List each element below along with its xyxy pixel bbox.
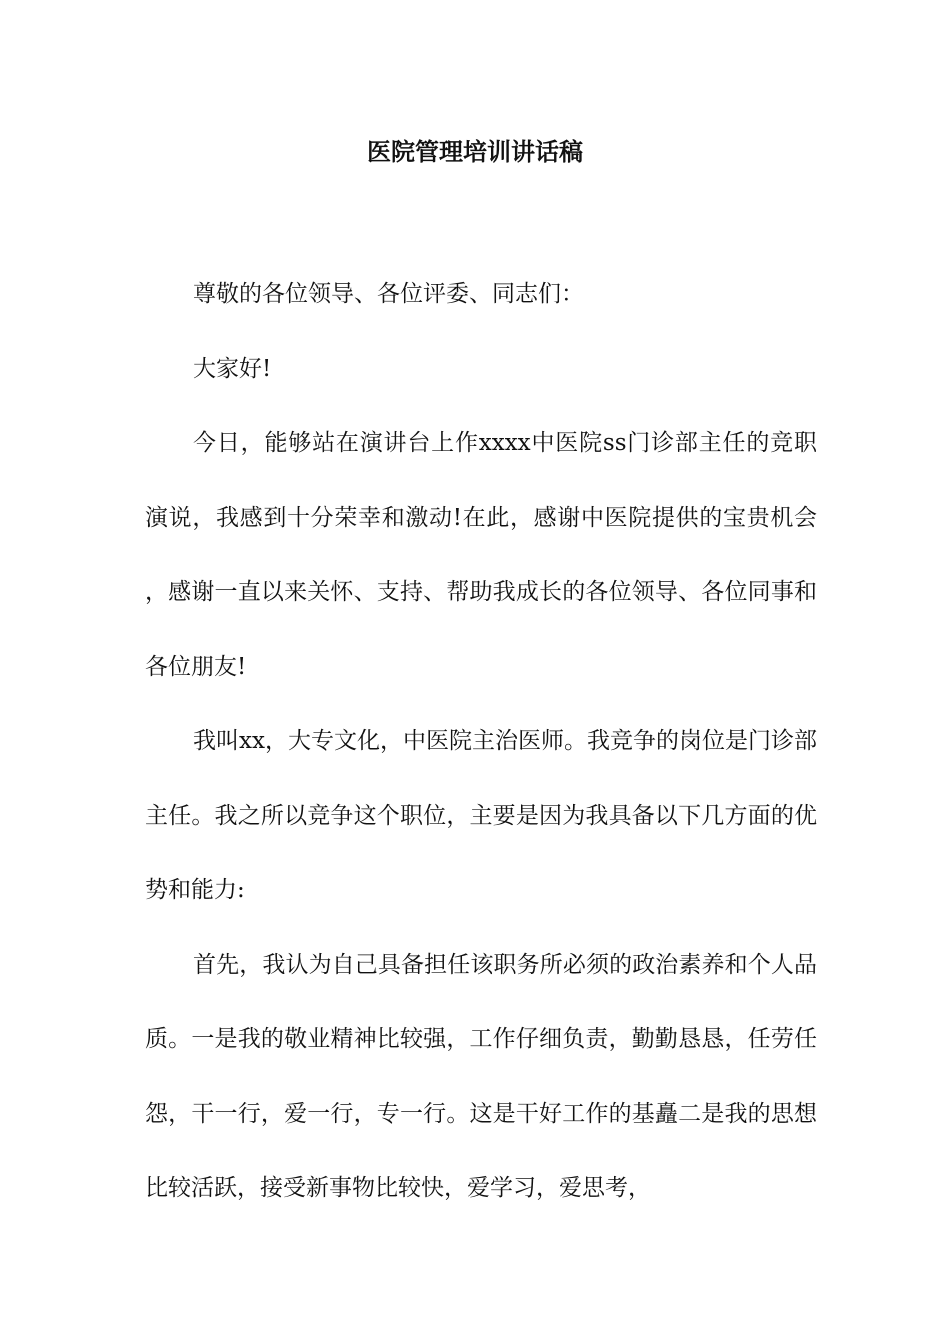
document-title: 医院管理培训讲话稿 — [367, 137, 583, 166]
salutation-paragraph: 尊敬的各位领导、各位评委、同志们： — [193, 281, 584, 307]
body-paragraph: 首先，我认为自己具备担任该职务所必须的政治素养和个人品质。一是我的敬业精神比较强，工作仔细负责，勤勤恳恳，任劳任怨，干一行，爱一行，专一行。这是干好工作的基矗二是我的思想比较活跃，接受新事物比较快，爱学习，爱思考， — [145, 951, 817, 1201]
greeting-paragraph: 大家好! — [193, 355, 272, 382]
document-body — [145, 257, 817, 1226]
body-paragraph: 我叫xx，大专文化，中医院主治医师。我竞争的岗位是门诊部主任。我之所以竞争这个职位，主要是因为我具备以下几方面的优势和能力: — [145, 728, 817, 903]
body-paragraph: 今日，能够站在演讲台上作xxxx中医院ss门诊部主任的竞职演说，我感到十分荣幸和激动!在此，感谢中医院提供的宝贵机会，感谢一直以来关怀、支持、帮助我成长的各位领导、各位同事和各位朋友! — [145, 430, 817, 680]
